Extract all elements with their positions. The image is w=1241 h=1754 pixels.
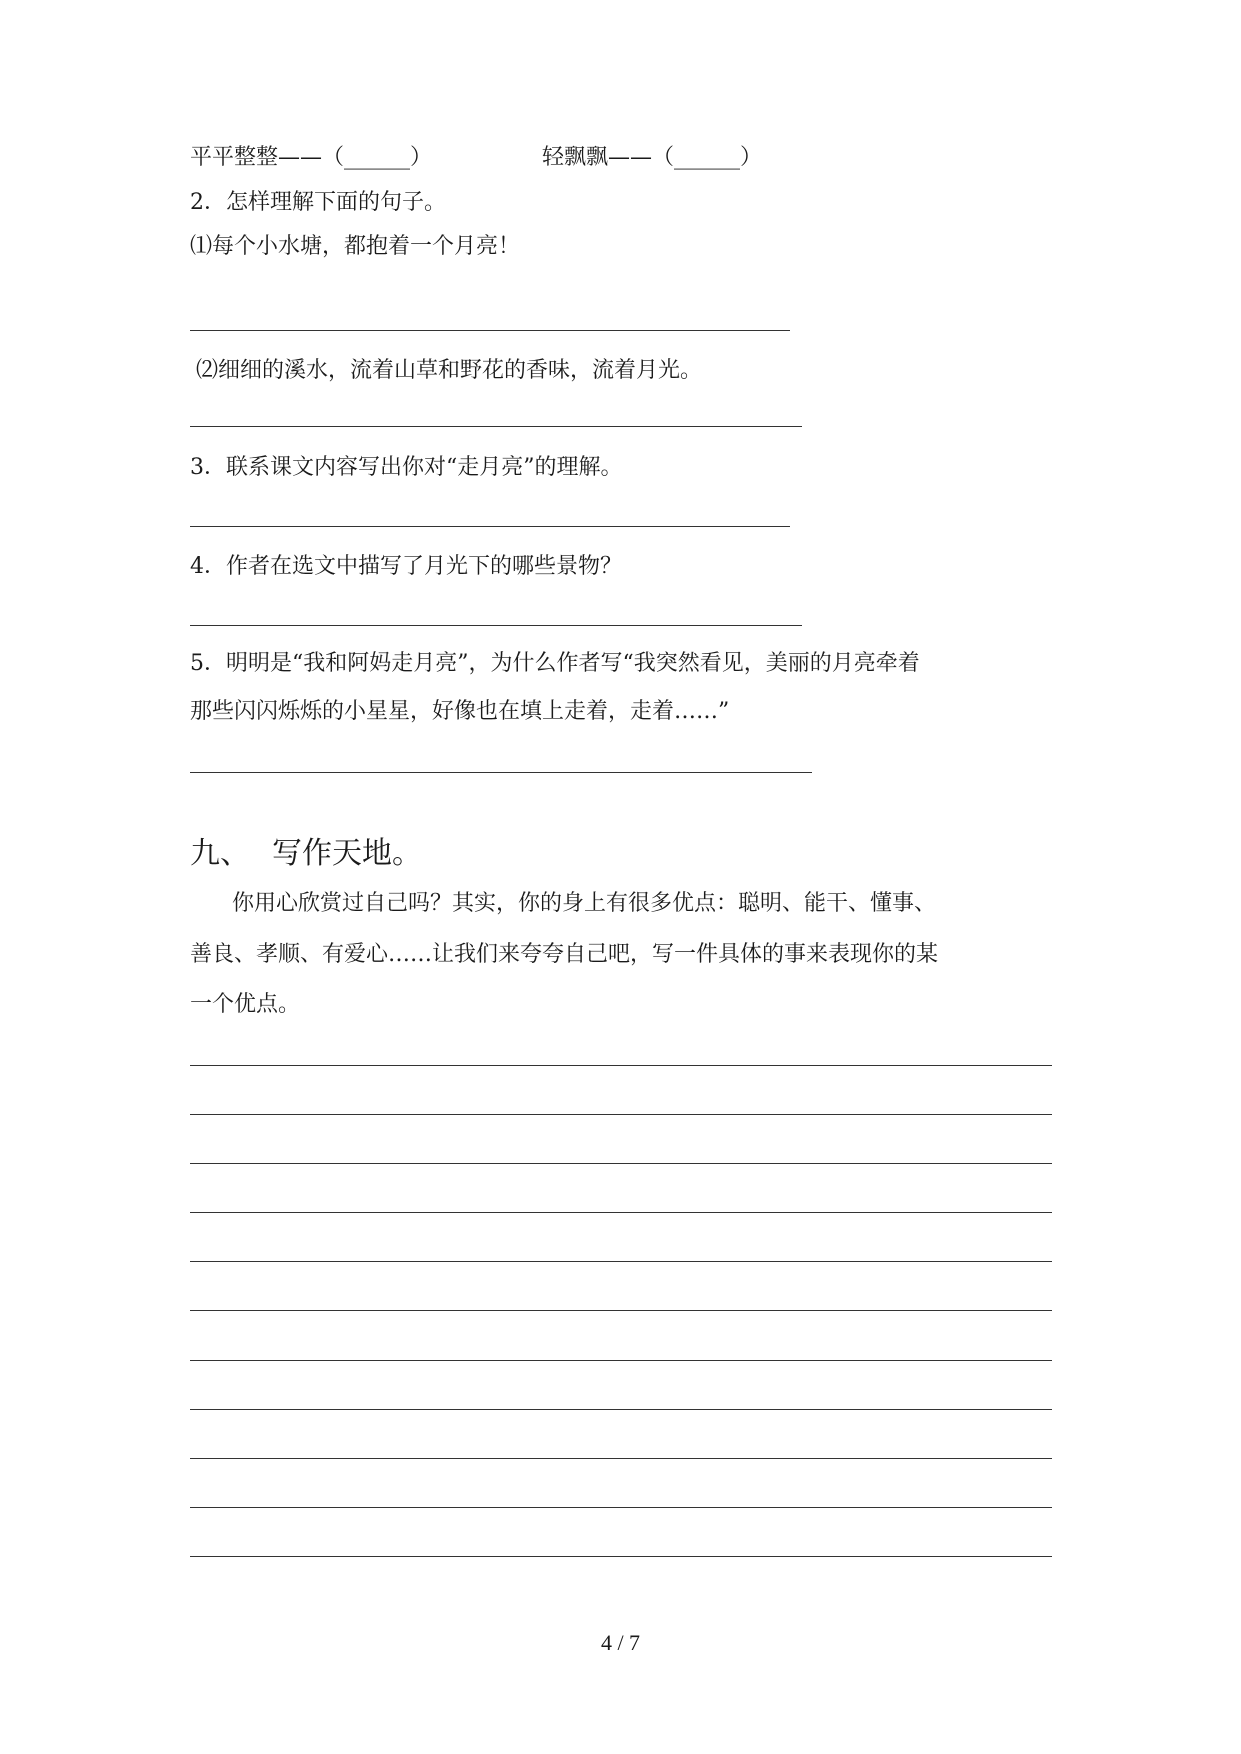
writing-line[interactable]	[190, 1507, 1052, 1508]
section-heading	[190, 834, 422, 874]
answer-line[interactable]	[190, 426, 802, 427]
question-2: 2．怎样理解下面的句子。	[190, 190, 446, 215]
question-2-2: ⑵细细的溪水，流着山草和野花的香味，流着月光。	[196, 358, 703, 383]
page-number: 4 / 7	[600, 1630, 641, 1655]
writing-line[interactable]	[190, 1212, 1052, 1213]
section-title: 写作天地。	[272, 836, 422, 871]
question-3: 3．联系课文内容写出你对“走月亮”的理解。	[190, 455, 623, 480]
question-5-line-2: 那些闪闪烁烁的小星星，好像也在填上走着，走着……”	[190, 699, 730, 724]
writing-line[interactable]	[190, 1360, 1052, 1361]
writing-line[interactable]	[190, 1065, 1052, 1066]
writing-prompt-line-1: 你用心欣赏过自己吗？其实，你的身上有很多优点：聪明、能干、懂事、	[232, 891, 937, 916]
question-2-1: ⑴每个小水塘，都抱着一个月亮！	[190, 234, 521, 259]
writing-line[interactable]	[190, 1163, 1052, 1164]
question-4: 4．作者在选文中描写了月光下的哪些景物？	[190, 554, 622, 579]
fill-in-blank-1[interactable]: ——（______）	[278, 145, 433, 170]
writing-line[interactable]	[190, 1114, 1052, 1115]
answer-line[interactable]	[190, 772, 812, 773]
fill-in-word-2: 轻飘飘	[542, 145, 609, 170]
writing-line[interactable]	[190, 1458, 1052, 1459]
writing-line[interactable]	[190, 1261, 1052, 1262]
fill-in-blank-2[interactable]: ——（______）	[608, 145, 763, 170]
question-5-line-1: 5．明明是“我和阿妈走月亮”，为什么作者写“我突然看见，美丽的月亮牵着	[190, 651, 920, 676]
writing-line[interactable]	[190, 1409, 1052, 1410]
fill-in-word-1: 平平整整	[190, 145, 279, 170]
answer-line[interactable]	[190, 625, 802, 626]
fill-in-row	[190, 143, 762, 173]
answer-line[interactable]	[190, 330, 790, 331]
writing-line[interactable]	[190, 1556, 1052, 1557]
section-number: 九、	[190, 836, 250, 871]
writing-prompt-line-2: 善良、孝顺、有爱心……让我们来夸夸自己吧，写一件具体的事来表现你的某	[190, 942, 939, 967]
writing-prompt-line-3: 一个优点。	[190, 992, 301, 1017]
writing-line[interactable]	[190, 1310, 1052, 1311]
answer-line[interactable]	[190, 526, 790, 527]
